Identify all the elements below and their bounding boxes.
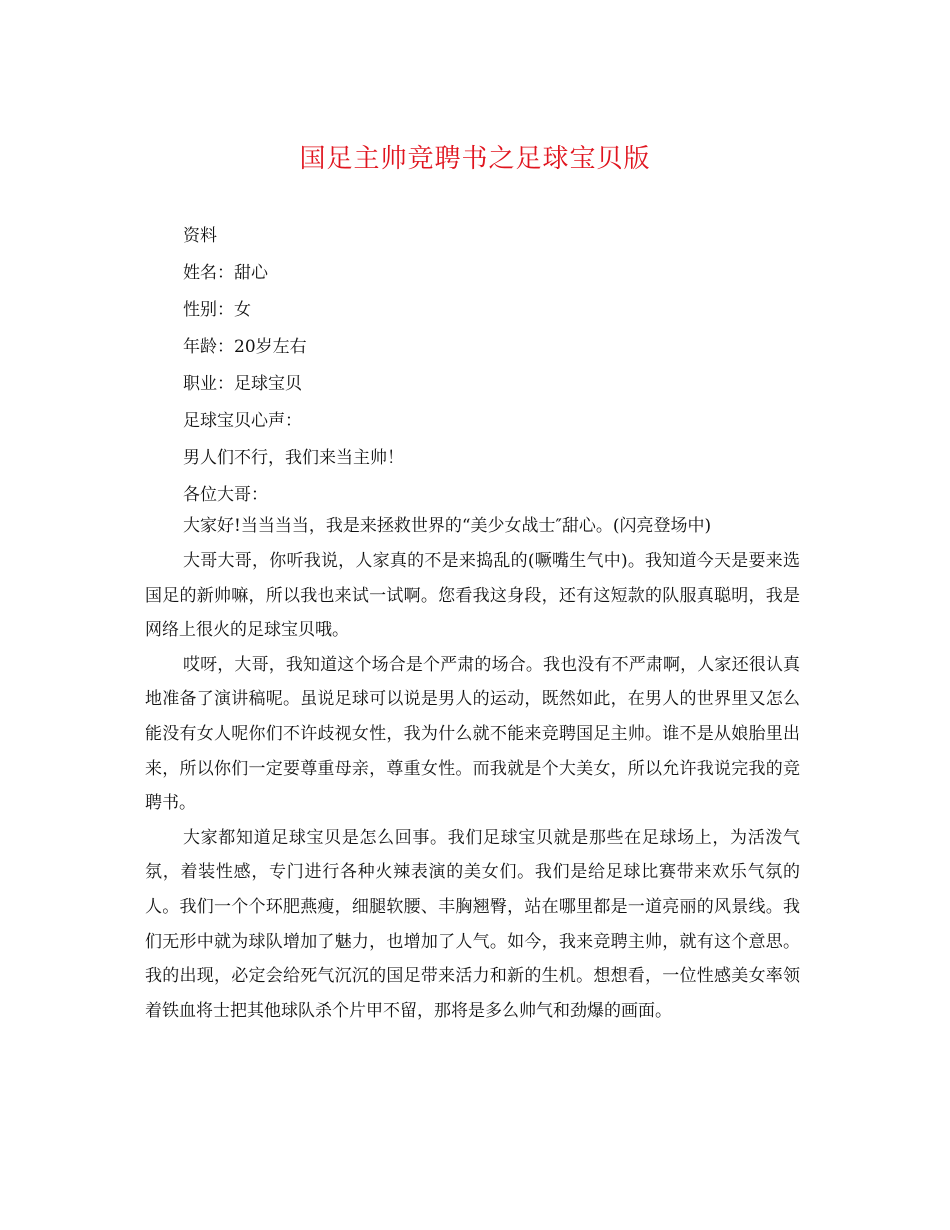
info-line: 各位大哥： [183,485,268,505]
document-title: 国足主帅竞聘书之足球宝贝版 [299,144,651,174]
info-line: 姓名：甜心 [183,263,268,283]
info-line: 男人们不行，我们来当主帅！ [183,448,404,468]
info-line: 足球宝贝心声： [183,411,302,431]
info-line: 年龄：20岁左右 [183,337,307,357]
paragraph: 大哥大哥，你听我说，人家真的不是来捣乱的(噘嘴生气中)。我知道今天是要来选国足的新帅嘛，所以我也来试一试啊。您看我这身段，还有这短款的队服真聪明，我是网络上很火的足球宝贝哦。 [145,551,800,641]
info-line: 性别：女 [183,300,251,320]
paragraph: 大家好!当当当当，我是来拯救世界的“美少女战士″甜心。(闪亮登场中) [183,516,712,536]
info-line: 职业：足球宝贝 [183,374,302,394]
greeting-paragraph-wrap [145,509,800,544]
body-text [145,544,800,1028]
paragraph: 哎呀，大哥，我知道这个场合是个严肃的场合。我也没有不严肃啊，人家还很认真地准备了演讲稿呢。虽说足球可以说是男人的运动，既然如此，在男人的世界里又怎么能没有女人呢你们不许歧视女性，我为什么就不能来竞聘国足主帅。谁不是从娘胎里出来，所以你们一定要尊重母亲，尊重女性。而我就是个大美女，所以允许我说完我的竞聘书。 [145,654,800,814]
info-block [183,218,803,514]
info-line: 资料 [183,226,217,246]
paragraph: 大家都知道足球宝贝是怎么回事。我们足球宝贝就是那些在足球场上，为活泼气氛，着装性感，专门进行各种火辣表演的美女们。我们是给足球比赛带来欢乐气氛的人。我们一个个环肥燕瘦，细腿软腰、丰胸翘臀，站在哪里都是一道亮丽的风景线。我们无形中就为球队增加了魅力，也增加了人气。如今，我来竞聘主帅，就有这个意思。我的出现，必定会给死气沉沉的国足带来活力和新的生机。想想看，一位性感美女率领着铁血将士把其他球队杀个片甲不留，那将是多么帅气和劲爆的画面。 [145,827,800,1021]
